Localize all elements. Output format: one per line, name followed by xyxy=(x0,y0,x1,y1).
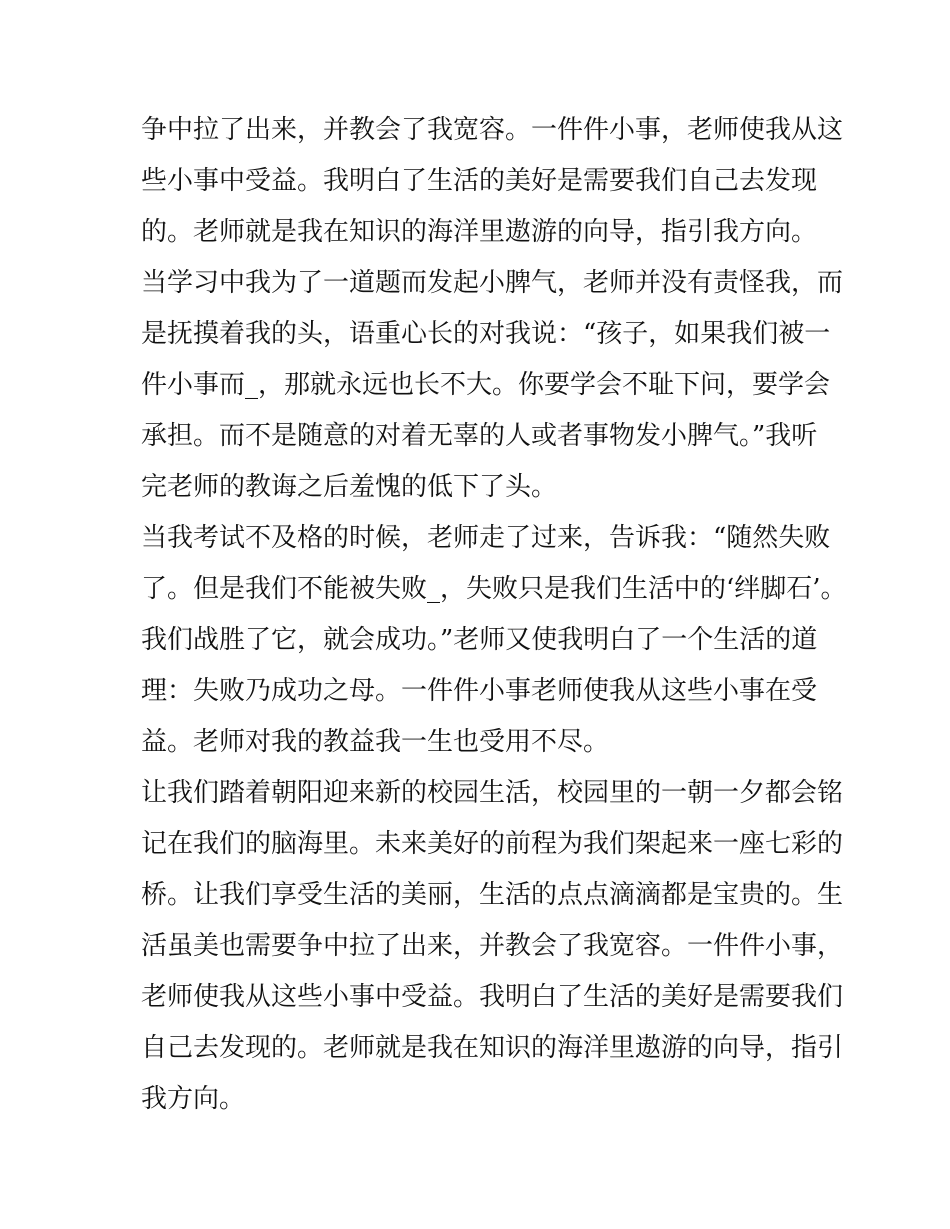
text-line-14: 让我们踏着朝阳迎来新的校园生活，校园里的一朝一夕都会铭 xyxy=(141,778,844,808)
text-line-6: 件小事而_，那就永远也长不大。你要学会不耻下问，要学会 xyxy=(141,370,831,400)
text-line-17: 活虽美也需要争中拉了出来，并教会了我宽容。一件件小事， xyxy=(141,931,844,961)
text-line-8: 完老师的教诲之后羞愧的低下了头。 xyxy=(141,472,558,502)
text-line-18: 老师使我从这些小事中受益。我明白了生活的美好是需要我们 xyxy=(141,982,844,1012)
text-line-2: 些小事中受益。我明白了生活的美好是需要我们自己去发现 xyxy=(141,166,818,196)
text-line-9: 当我考试不及格的时候，老师走了过来，告诉我：“随然失败 xyxy=(141,523,831,553)
text-line-5: 是抚摸着我的头，语重心长的对我说：“孩子，如果我们被一 xyxy=(141,319,831,349)
text-line-7: 承担。而不是随意的对着无辜的人或者事物发小脾气。”我听 xyxy=(141,421,818,451)
text-line-10: 了。但是我们不能被失败_，失败只是我们生活中的‘绊脚石’。 xyxy=(141,574,847,604)
text-line-1: 争中拉了出来，并教会了我宽容。一件件小事，老师使我从这 xyxy=(141,115,844,145)
text-line-15: 记在我们的脑海里。未来美好的前程为我们架起来一座七彩的 xyxy=(141,829,844,859)
text-line-12: 理：失败乃成功之母。一件件小事老师使我从这些小事在受 xyxy=(141,676,818,706)
text-line-4: 当学习中我为了一道题而发起小脾气，老师并没有责怪我，而 xyxy=(141,268,844,298)
text-line-16: 桥。让我们享受生活的美丽，生活的点点滴滴都是宝贵的。生 xyxy=(141,880,844,910)
text-line-20: 我方向。 xyxy=(141,1084,246,1114)
text-line-11: 我们战胜了它，就会成功。”老师又使我明白了一个生活的道 xyxy=(141,625,818,655)
document-body xyxy=(141,105,847,1125)
text-line-19: 自己去发现的。老师就是我在知识的海洋里遨游的向导，指引 xyxy=(141,1033,844,1063)
text-line-13: 益。老师对我的教益我一生也受用不尽。 xyxy=(141,727,610,757)
text-line-3: 的。老师就是我在知识的海洋里遨游的向导，指引我方向。 xyxy=(141,217,818,247)
